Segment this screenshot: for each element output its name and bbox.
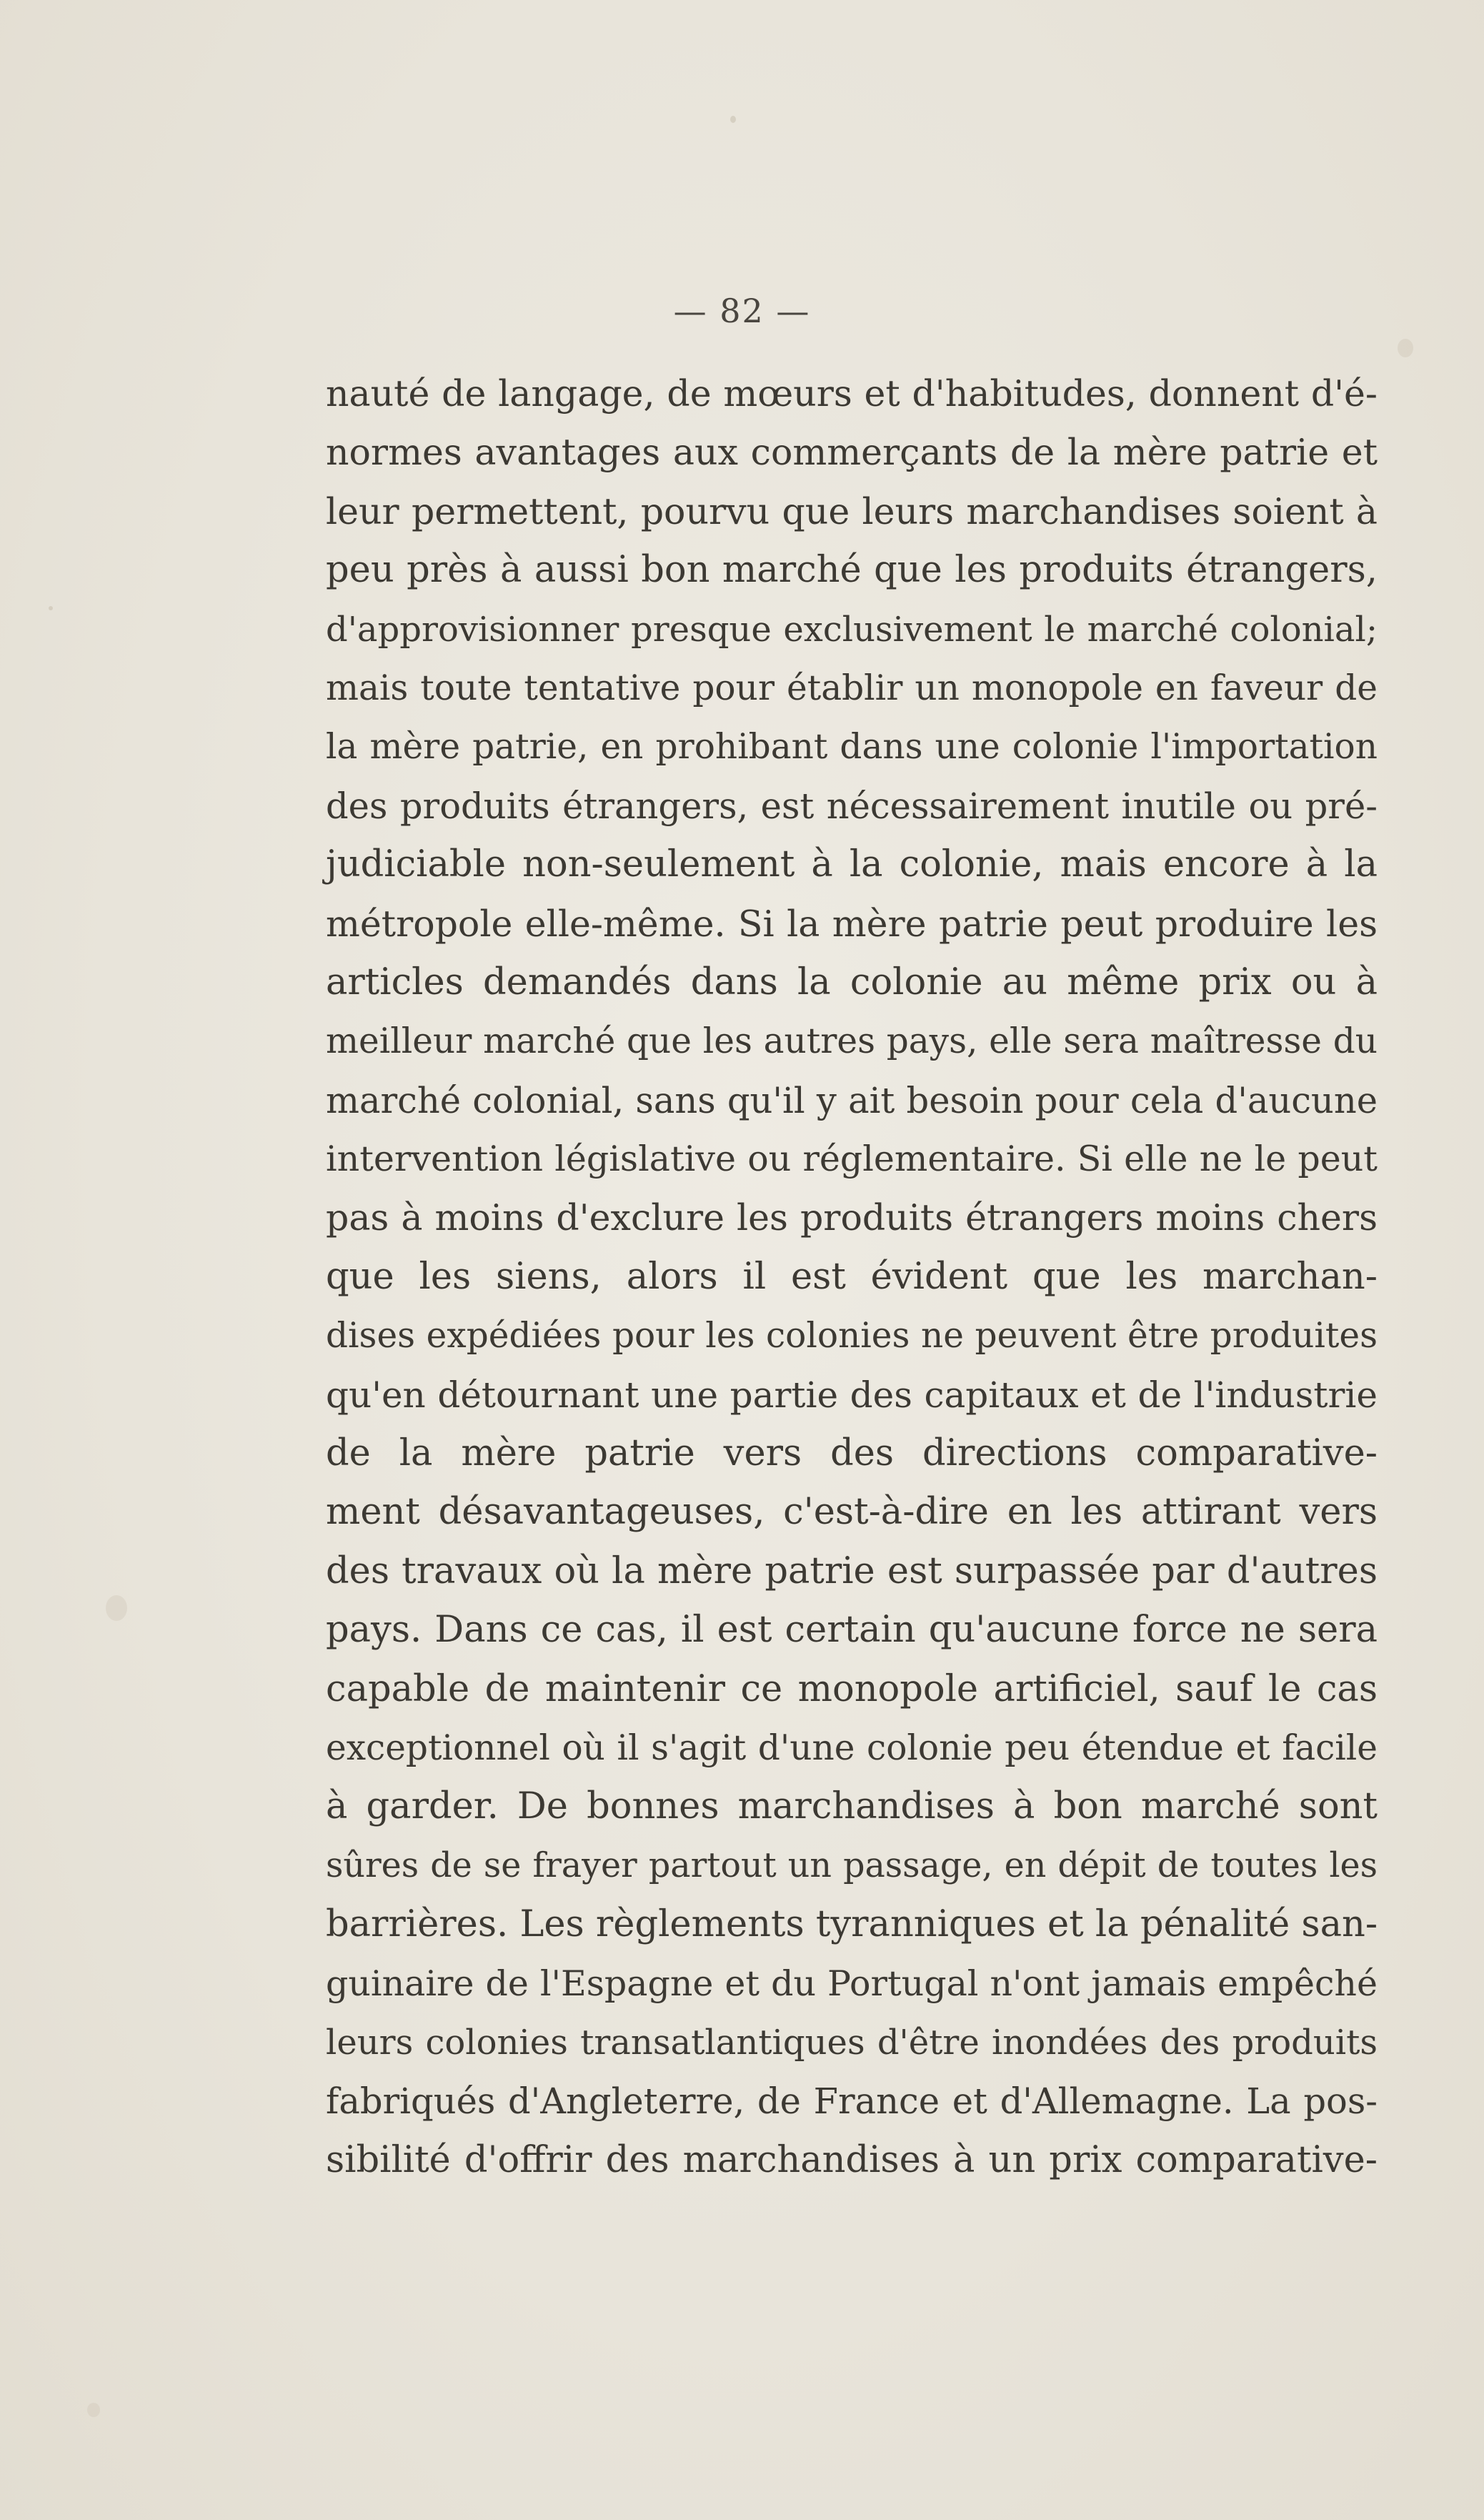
text-line: la mère patrie, en prohibant dans une colonie l'importation	[326, 727, 1378, 768]
text-line: dises expédiées pour les colonies ne peuvent être produites	[326, 1316, 1378, 1356]
text-line: des produits étrangers, est nécessairement inutile ou pré-	[326, 785, 1378, 827]
text-line: guinaire de l'Espagne et du Portugal n'ont jamais empêché	[326, 1963, 1378, 2004]
text-line: pas à moins d'exclure les produits étrangers moins chers	[326, 1196, 1378, 1239]
text-line: marché colonial, sans qu'il y ait besoin pour cela d'aucune	[326, 1079, 1378, 1121]
text-line: leur permettent, pourvu que leurs marchandises soient à	[326, 490, 1378, 532]
text-line: à garder. De bonnes marchandises à bon marché sont	[326, 1785, 1378, 1828]
text-line: qu'en détournant une partie des capitaux et de l'industrie	[326, 1374, 1378, 1416]
text-line: d'approvisionner presque exclusivement le marché colonial;	[326, 609, 1378, 650]
text-line: métropole elle-même. Si la mère patrie peut produire les	[326, 902, 1378, 945]
paper-speck	[106, 1595, 127, 1621]
text-line: barrières. Les règlements tyranniques et la pénalité san-	[326, 1903, 1378, 1946]
text-line: fabriqués d'Angleterre, de France et d'Allemagne. La pos-	[326, 2080, 1378, 2123]
text-line: capable de maintenir ce monopole artificiel, sauf le cas	[326, 1667, 1378, 1710]
text-line: intervention législative ou réglementaire. Si elle ne le peut	[326, 1139, 1378, 1180]
text-line: exceptionnel où il s'agit d'une colonie peu étendue et facile	[326, 1727, 1378, 1768]
text-line: leurs colonies transatlantiques d'être inondées des produits	[326, 2022, 1378, 2063]
text-line: pays. Dans ce cas, il est certain qu'aucune force ne sera	[326, 1609, 1378, 1652]
text-line: mais toute tentative pour établir un monopole en faveur de	[326, 668, 1378, 708]
text-line: ment désavantageuses, c'est-à-dire en les attirant vers	[326, 1491, 1378, 1534]
paper-speck	[730, 116, 736, 123]
text-line: normes avantages aux commerçants de la mère patrie et	[326, 431, 1378, 474]
text-line: sûres de se frayer partout un passage, en dépit de toutes les	[326, 1845, 1378, 1885]
text-line: judiciable non-seulement à la colonie, mais encore à la	[326, 843, 1378, 886]
paper-speck	[1398, 339, 1413, 357]
body-text	[326, 364, 1378, 2190]
page-number: — 82 —	[673, 292, 811, 330]
text-line: articles demandés dans la colonie au même prix ou à	[326, 961, 1378, 1003]
text-line: peu près à aussi bon marché que les produits étrangers,	[326, 549, 1378, 592]
text-line: nauté de langage, de mœurs et d'habitudes, donnent d'é-	[326, 372, 1378, 415]
paper-speck	[87, 2403, 100, 2417]
paper-speck	[49, 606, 53, 610]
text-line: des travaux où la mère patrie est surpassée par d'autres	[326, 1549, 1378, 1592]
text-line: meilleur marché que les autres pays, elle sera maîtresse du	[326, 1021, 1378, 1062]
text-line: sibilité d'offrir des marchandises à un prix comparative-	[326, 2138, 1378, 2181]
text-line: que les siens, alors il est évident que les marchan-	[326, 1255, 1378, 1298]
text-line: de la mère patrie vers des directions comparative-	[326, 1432, 1378, 1475]
